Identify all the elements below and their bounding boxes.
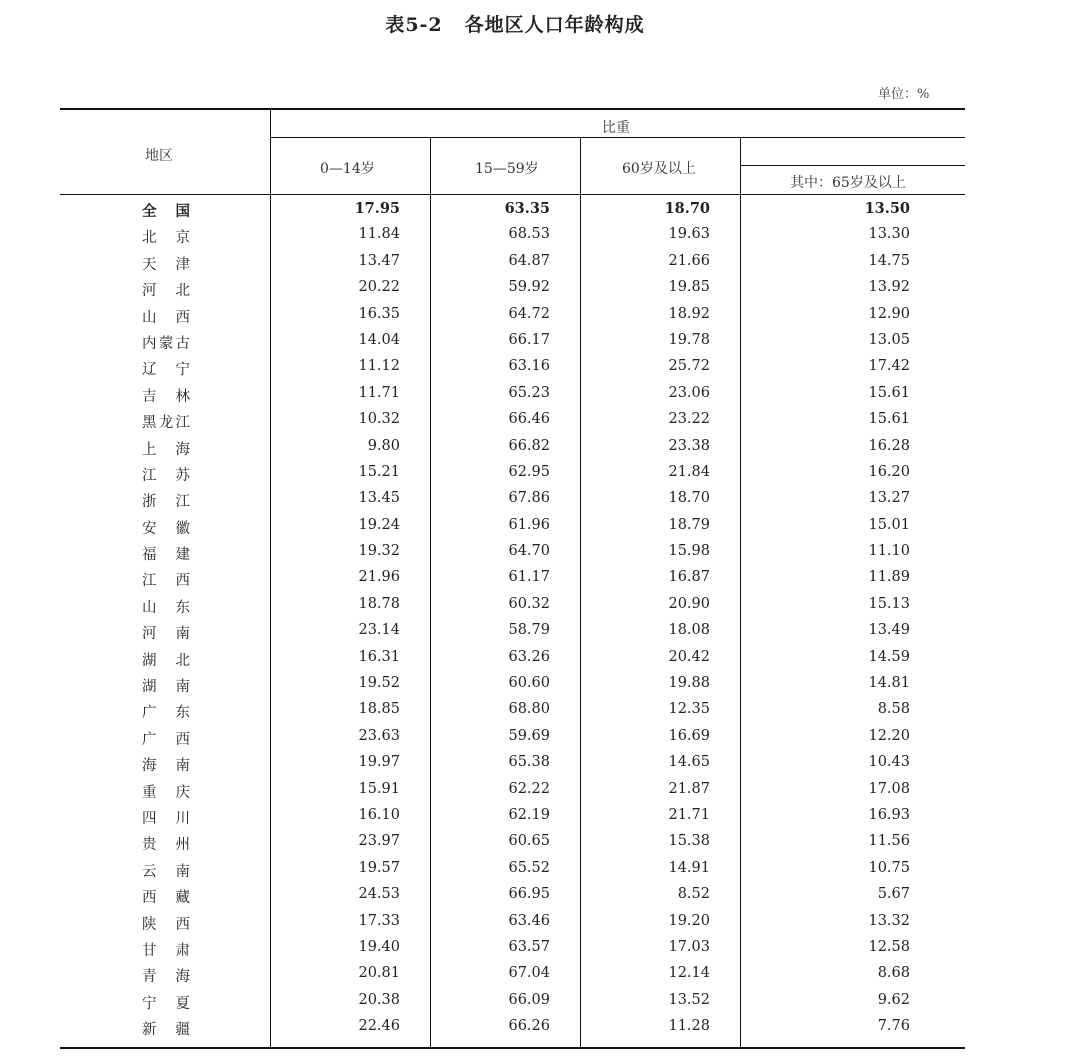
value-cell: 14.81 (868, 675, 910, 692)
value-cell: 17.03 (668, 938, 710, 955)
value-cell: 18.78 (358, 595, 400, 612)
value-cell: 63.46 (508, 912, 550, 929)
bottom-rule (60, 1047, 965, 1049)
table-row (60, 565, 965, 591)
value-cell: 10.75 (868, 859, 910, 876)
value-cell: 14.59 (868, 648, 910, 665)
value-cell: 15.98 (668, 543, 710, 560)
region-name: 四 川 (142, 810, 190, 827)
value-cell: 18.79 (668, 516, 710, 533)
value-cell: 11.89 (868, 569, 910, 586)
value-cell: 66.82 (508, 437, 550, 454)
table-row (60, 829, 965, 855)
value-cell: 63.16 (508, 358, 550, 375)
value-cell: 16.87 (668, 569, 710, 586)
value-cell: 18.70 (664, 200, 710, 217)
value-cell: 13.52 (668, 991, 710, 1008)
value-cell: 19.40 (358, 938, 400, 955)
table-row (60, 724, 965, 750)
region-name: 山 东 (142, 599, 190, 616)
value-cell: 23.63 (358, 727, 400, 744)
region-name: 福 建 (142, 547, 190, 564)
value-cell: 60.32 (508, 595, 550, 612)
table-row (60, 961, 965, 987)
value-cell: 13.05 (868, 331, 910, 348)
value-cell: 12.58 (868, 938, 910, 955)
value-cell: 63.26 (508, 648, 550, 665)
region-name: 安 徽 (142, 520, 190, 537)
table-body (60, 196, 965, 1041)
value-cell: 65.52 (508, 859, 550, 876)
value-cell: 23.14 (358, 622, 400, 639)
sub-rule (740, 165, 965, 166)
value-cell: 19.32 (358, 543, 400, 560)
table-row (60, 275, 965, 301)
region-name: 上 海 (142, 441, 190, 458)
value-cell: 19.20 (668, 912, 710, 929)
value-cell: 7.76 (877, 1018, 910, 1035)
value-cell: 13.49 (868, 622, 910, 639)
region-name: 山 西 (142, 309, 190, 326)
table-row (60, 803, 965, 829)
value-cell: 17.08 (868, 780, 910, 797)
value-cell: 15.91 (358, 780, 400, 797)
value-cell: 21.87 (668, 780, 710, 797)
table-row (60, 381, 965, 407)
value-cell: 11.71 (358, 384, 400, 401)
header-bottom-rule (60, 194, 965, 195)
value-cell: 60.60 (508, 675, 550, 692)
value-cell: 25.72 (668, 358, 710, 375)
value-cell: 62.22 (508, 780, 550, 797)
table-title (0, 10, 1030, 37)
table-code: 表5-2 (385, 14, 443, 36)
value-cell: 10.32 (358, 411, 400, 428)
table-row (60, 697, 965, 723)
value-cell: 20.90 (668, 595, 710, 612)
region-name: 新 疆 (142, 1022, 190, 1039)
table-row (60, 1014, 965, 1040)
value-cell: 13.45 (358, 490, 400, 507)
region-name: 贵 州 (142, 837, 190, 854)
value-cell: 64.72 (508, 305, 550, 322)
value-cell: 66.95 (508, 886, 550, 903)
value-cell: 59.69 (508, 727, 550, 744)
value-cell: 16.35 (358, 305, 400, 322)
value-cell: 21.84 (668, 463, 710, 480)
value-cell: 13.47 (358, 252, 400, 269)
value-cell: 20.38 (358, 991, 400, 1008)
table-row (60, 486, 965, 512)
value-cell: 18.92 (668, 305, 710, 322)
value-cell: 14.04 (358, 331, 400, 348)
table-row (60, 222, 965, 248)
value-cell: 16.10 (358, 806, 400, 823)
value-cell: 11.12 (358, 358, 400, 375)
value-cell: 13.32 (868, 912, 910, 929)
value-cell: 68.53 (508, 226, 550, 243)
table-row (60, 328, 965, 354)
region-name: 江 西 (142, 573, 190, 590)
region-name: 全 国 (142, 203, 190, 220)
table-row (60, 935, 965, 961)
value-cell: 59.92 (508, 279, 550, 296)
region-name: 青 海 (142, 969, 190, 986)
table-row (60, 539, 965, 565)
header-age-60-plus: 60岁及以上 (622, 161, 696, 177)
value-cell: 11.56 (868, 833, 910, 850)
value-cell: 14.75 (868, 252, 910, 269)
table-row (60, 777, 965, 803)
value-cell: 12.20 (868, 727, 910, 744)
region-name: 湖 南 (142, 679, 190, 696)
value-cell: 11.10 (868, 543, 910, 560)
region-name: 辽 宁 (142, 362, 190, 379)
value-cell: 13.50 (864, 200, 910, 217)
value-cell: 67.86 (508, 490, 550, 507)
value-cell: 23.06 (668, 384, 710, 401)
table-row (60, 988, 965, 1014)
value-cell: 62.95 (508, 463, 550, 480)
value-cell: 13.30 (868, 226, 910, 243)
header-age-65-plus: 其中：65岁及以上 (790, 175, 906, 191)
value-cell: 21.96 (358, 569, 400, 586)
value-cell: 24.53 (358, 886, 400, 903)
region-name: 广 东 (142, 705, 190, 722)
table-row (60, 909, 965, 935)
value-cell: 12.35 (668, 701, 710, 718)
value-cell: 68.80 (508, 701, 550, 718)
value-cell: 21.66 (668, 252, 710, 269)
header-ratio: 比重 (602, 120, 630, 136)
value-cell: 60.65 (508, 833, 550, 850)
value-cell: 13.27 (868, 490, 910, 507)
table-title-text: 各地区人口年龄构成 (464, 14, 645, 36)
value-cell: 16.28 (868, 437, 910, 454)
value-cell: 19.97 (358, 754, 400, 771)
value-cell: 8.58 (877, 701, 910, 718)
value-cell: 9.80 (367, 437, 400, 454)
region-name: 宁 夏 (142, 995, 190, 1012)
value-cell: 20.81 (358, 965, 400, 982)
region-name: 广 西 (142, 731, 190, 748)
value-cell: 23.22 (668, 411, 710, 428)
table-row (60, 302, 965, 328)
table-row (60, 618, 965, 644)
region-name: 河 南 (142, 626, 190, 643)
value-cell: 63.57 (508, 938, 550, 955)
table-row (60, 249, 965, 275)
value-cell: 64.87 (508, 252, 550, 269)
region-name: 浙 江 (142, 494, 190, 511)
table-row (60, 671, 965, 697)
value-cell: 10.43 (868, 754, 910, 771)
table-row (60, 750, 965, 776)
value-cell: 65.38 (508, 754, 550, 771)
value-cell: 15.61 (868, 384, 910, 401)
value-cell: 61.17 (508, 569, 550, 586)
region-name: 北 京 (142, 230, 190, 247)
value-cell: 18.70 (668, 490, 710, 507)
region-name: 河 北 (142, 283, 190, 300)
value-cell: 19.24 (358, 516, 400, 533)
value-cell: 15.61 (868, 411, 910, 428)
table-row (60, 196, 965, 222)
value-cell: 12.90 (868, 305, 910, 322)
value-cell: 13.92 (868, 279, 910, 296)
value-cell: 17.42 (868, 358, 910, 375)
value-cell: 19.88 (668, 675, 710, 692)
table-row (60, 592, 965, 618)
region-name: 重 庆 (142, 784, 190, 801)
region-name: 吉 林 (142, 388, 190, 405)
table-row (60, 856, 965, 882)
value-cell: 64.70 (508, 543, 550, 560)
value-cell: 19.85 (668, 279, 710, 296)
value-cell: 5.67 (877, 886, 910, 903)
table-row (60, 513, 965, 539)
value-cell: 66.46 (508, 411, 550, 428)
region-name: 内 蒙 古 (142, 335, 190, 352)
value-cell: 11.28 (668, 1018, 710, 1035)
value-cell: 16.69 (668, 727, 710, 744)
value-cell: 15.01 (868, 516, 910, 533)
value-cell: 63.35 (504, 200, 550, 217)
header-age-0-14: 0—14岁 (320, 161, 375, 177)
value-cell: 20.42 (668, 648, 710, 665)
value-cell: 19.57 (358, 859, 400, 876)
table-row (60, 407, 965, 433)
value-cell: 15.21 (358, 463, 400, 480)
value-cell: 65.23 (508, 384, 550, 401)
value-cell: 62.19 (508, 806, 550, 823)
region-name: 黑 龙 江 (142, 415, 190, 432)
table-row (60, 645, 965, 671)
value-cell: 66.17 (508, 331, 550, 348)
value-cell: 16.20 (868, 463, 910, 480)
region-name: 海 南 (142, 758, 190, 775)
value-cell: 17.95 (354, 200, 400, 217)
value-cell: 9.62 (877, 991, 910, 1008)
region-name: 江 苏 (142, 467, 190, 484)
region-name: 陕 西 (142, 916, 190, 933)
value-cell: 19.52 (358, 675, 400, 692)
value-cell: 22.46 (358, 1018, 400, 1035)
table-row (60, 460, 965, 486)
value-cell: 15.13 (868, 595, 910, 612)
top-rule (60, 108, 965, 110)
region-name: 湖 北 (142, 652, 190, 669)
value-cell: 58.79 (508, 622, 550, 639)
region-name: 云 南 (142, 863, 190, 880)
value-cell: 17.33 (358, 912, 400, 929)
unit-label: 单位：% (878, 87, 930, 102)
header-region: 地区 (145, 148, 173, 164)
header-age-15-59: 15—59岁 (475, 161, 539, 177)
table-row (60, 882, 965, 908)
value-cell: 19.63 (668, 226, 710, 243)
value-cell: 14.65 (668, 754, 710, 771)
value-cell: 18.08 (668, 622, 710, 639)
value-cell: 66.26 (508, 1018, 550, 1035)
value-cell: 8.68 (877, 965, 910, 982)
value-cell: 15.38 (668, 833, 710, 850)
value-cell: 11.84 (358, 226, 400, 243)
region-name: 甘 肃 (142, 942, 190, 959)
value-cell: 20.22 (358, 279, 400, 296)
value-cell: 12.14 (668, 965, 710, 982)
value-cell: 23.38 (668, 437, 710, 454)
value-cell: 8.52 (677, 886, 710, 903)
value-cell: 67.04 (508, 965, 550, 982)
ratio-rule (270, 137, 965, 138)
region-name: 天 津 (142, 256, 190, 273)
value-cell: 21.71 (668, 806, 710, 823)
value-cell: 16.93 (868, 806, 910, 823)
value-cell: 66.09 (508, 991, 550, 1008)
table-row (60, 434, 965, 460)
value-cell: 23.97 (358, 833, 400, 850)
value-cell: 61.96 (508, 516, 550, 533)
value-cell: 14.91 (668, 859, 710, 876)
value-cell: 19.78 (668, 331, 710, 348)
value-cell: 16.31 (358, 648, 400, 665)
table-row (60, 354, 965, 380)
region-name: 西 藏 (142, 890, 190, 907)
value-cell: 18.85 (358, 701, 400, 718)
